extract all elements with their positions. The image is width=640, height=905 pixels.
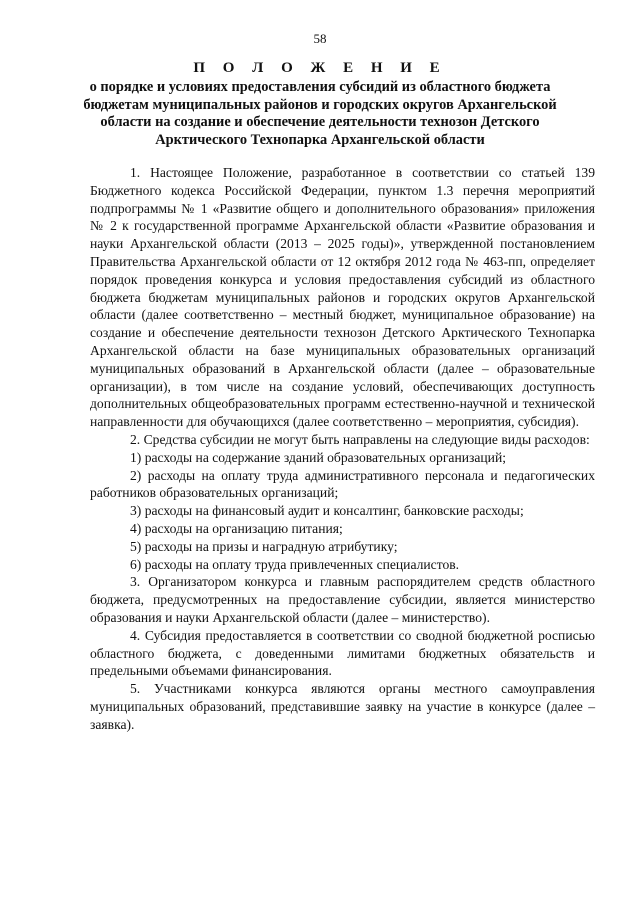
list-item: 6) расходы на оплату труда привлеченных специалистов.: [130, 556, 460, 572]
list-item: 1) расходы на содержание зданий образовательных организаций;: [130, 449, 507, 465]
document-body: [90, 164, 595, 734]
page-number: 58: [313, 31, 327, 46]
paragraph-1: 1. Настоящее Положение, разработанное в соответствии со статьей 139 Бюджетного кодекса Российской Федерации, пунктом 1.3 перечня мероприятий подпрограммы № 1 «Развитие общего и дополнительного образования» приложения № 2 к государственной программе Архангельской области «Развитие образования и науки Архангельской области (2013 – 2025 годы)», утвержденной постановлением Правительства Архангельской области от 12 октября 2012 года № 463-пп, определяет порядок проведения конкурса и условия предоставления субсидий из областного бюджета бюджетам муниципальных районов и городских округов Архангельской области (далее соответственно – местный бюджет, муниципальное образование) на создание и обеспечение деятельности технозон Детского Арктического Технопарка Архангельской области на базе муниципальных образовательных организаций муниципальных образований в Архангельской области (далее – образовательные организации), в том числе на создание условий, обеспечивающих доступность дополнительных общеобразовательных программ естественно-научной и технической направленности для обучающихся (далее соответственно – мероприятия, субсидия).: [90, 165, 595, 430]
paragraph-3: 3. Организатором конкурса и главным распорядителем средств областного бюджета, предусмотренных на предоставление субсидии, является министерство образования и науки Архангельской области (далее – министерство).: [90, 574, 595, 625]
list-item: 2) расходы на оплату труда административного персонала и педагогических работников образовательных организаций;: [90, 467, 595, 501]
paragraph-4: 4. Субсидия предоставляется в соответствии со сводной бюджетной росписью областного бюджета, с доведенными лимитами бюджетных обязательств и предельными объемами финансирования.: [90, 627, 595, 679]
paragraph-5: 5. Участниками конкурса являются органы местного самоуправления муниципальных образований, представившие заявку на участие в конкурсе (далее – заявка).: [90, 681, 595, 732]
subtitle-line: о порядке и условиях предоставления субсидий из областного бюджета: [89, 79, 551, 95]
list-item: 3) расходы на финансовый аудит и консалтинг, банковские расходы;: [130, 503, 524, 519]
list-item: 4) расходы на организацию питания;: [130, 520, 343, 536]
list-item: 5) расходы на призы и наградную атрибутику;: [130, 538, 398, 554]
subtitle-line: Арктического Технопарка Архангельской области: [155, 131, 485, 148]
subtitle-line: бюджетам муниципальных районов и городских округов Архангельской: [83, 96, 557, 113]
document-subtitle: [80, 79, 560, 149]
subtitle-line: области на создание и обеспечение деятельности технозон Детского: [100, 114, 540, 131]
paragraph-2: 2. Средства субсидии не могут быть направлены на следующие виды расходов:: [130, 431, 590, 447]
document-title: П О Л О Ж Е Н И Е: [193, 60, 447, 76]
